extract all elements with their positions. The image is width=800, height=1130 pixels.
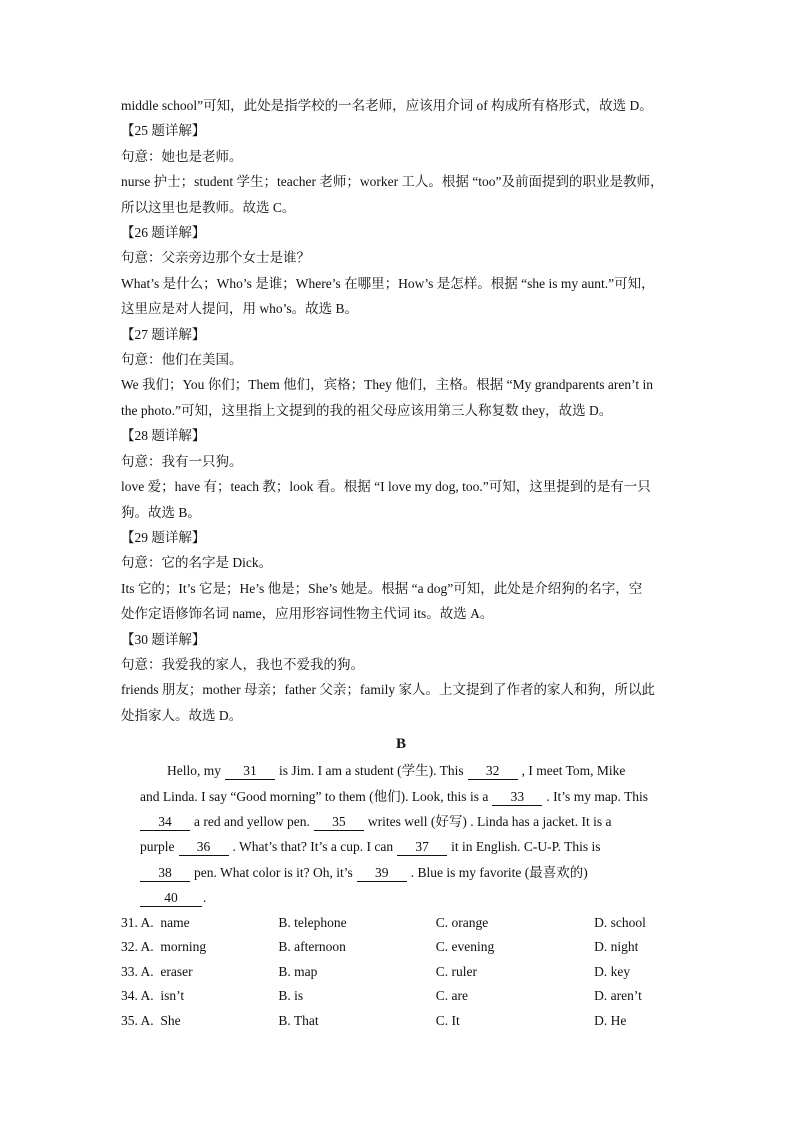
option-text: She xyxy=(160,1012,181,1028)
question-number: 34. A. xyxy=(121,988,154,1004)
passage-text: , I meet Tom, Mike xyxy=(521,763,626,779)
option-text: morning xyxy=(160,939,207,955)
passage-text: writes well (好写) . Linda has a jacket. It is a xyxy=(367,813,612,829)
text-line: 句意：她也是老师。 xyxy=(121,148,243,164)
text-line: 所以这里也是教师。故选 C。 xyxy=(121,199,296,215)
passage-text: . It’s my map. This xyxy=(546,788,649,804)
text-line: middle school”可知，此处是指学校的一名老师，应该用介词 of 构成所有格形式，故选 D。 xyxy=(121,98,653,113)
option-c: C. orange xyxy=(435,914,489,930)
question-number: 32. A. xyxy=(121,939,154,955)
question-heading: 【27 题详解】 xyxy=(121,326,206,342)
passage-text: . What’s that? It’s a cup. I can xyxy=(232,839,394,855)
question-heading: 【30 题详解】 xyxy=(121,631,206,647)
option-row xyxy=(121,1009,681,1034)
option-b: B. map xyxy=(278,963,318,979)
option-a xyxy=(121,911,278,936)
passage-line xyxy=(140,885,681,910)
passage-text: . xyxy=(203,890,207,906)
text-line: nurse 护士；student 学生；teacher 老师；worker 工人。根据 “too”及前面提到的职业是教师， xyxy=(121,174,664,190)
text-line: 这里应是对人提问，用 who’s。故选 B。 xyxy=(121,301,359,317)
option-row xyxy=(121,960,681,985)
blank-31: 31 xyxy=(225,763,275,780)
blank-38: 38 xyxy=(140,865,190,882)
text-line: 狗。故选 B。 xyxy=(121,504,201,520)
section-title: B xyxy=(395,736,406,753)
document-page xyxy=(121,93,681,1033)
passage-text: pen. What color is it? Oh, it’s xyxy=(194,864,353,880)
text-line: 句意：我爱我的家人，我也不爱我的狗。 xyxy=(121,656,364,672)
option-text: isn’t xyxy=(160,988,185,1004)
cloze-passage xyxy=(121,758,681,910)
question-heading: 【29 题详解】 xyxy=(121,529,206,545)
passage-line xyxy=(140,758,681,783)
option-d: D. key xyxy=(594,963,631,979)
option-text: name xyxy=(160,914,190,930)
passage-text: . Blue is my favorite (最喜欢的) xyxy=(410,864,588,880)
passage-text: Hello, my xyxy=(167,763,221,779)
question-heading: 【26 题详解】 xyxy=(121,225,206,241)
option-a xyxy=(121,984,278,1009)
option-c: C. are xyxy=(435,988,468,1004)
blank-32: 32 xyxy=(468,763,518,780)
text-line: the photo.”可知，这里指上文提到的我的祖父母应该用第三人称复数 they，故选 D。 xyxy=(121,402,613,418)
passage-line xyxy=(140,784,681,809)
question-heading: 【28 题详解】 xyxy=(121,428,206,444)
passage-line xyxy=(140,834,681,859)
options-list xyxy=(121,911,681,1034)
question-number: 35. A. xyxy=(121,1012,154,1028)
option-b: B. That xyxy=(278,1012,319,1028)
text-line: 句意：我有一只狗。 xyxy=(121,453,243,469)
text-line: 处指家人。故选 D。 xyxy=(121,707,243,723)
option-d: D. He xyxy=(594,1012,627,1028)
passage-text: it in English. C-U-P. This is xyxy=(451,839,601,855)
blank-35: 35 xyxy=(314,814,364,831)
option-a xyxy=(121,960,278,985)
question-number: 31. A. xyxy=(121,914,154,930)
text-line: friends 朋友；mother 母亲；father 父亲；family 家人。上文提到了作者的家人和狗，所以此 xyxy=(121,682,655,698)
text-line: What’s 是什么；Who’s 是谁；Where’s 在哪里；How’s 是怎样。根据 “she is my aunt.”可知， xyxy=(121,275,655,291)
text-line: 句意：他们在美国。 xyxy=(121,352,243,368)
passage-text: purple xyxy=(140,839,175,855)
text-line: We 我们；You 你们；Them 他们，宾格；They 他们，主格。根据 “My grandparents aren’t in xyxy=(121,377,653,393)
blank-39: 39 xyxy=(357,865,407,882)
option-row xyxy=(121,911,681,936)
option-b: B. telephone xyxy=(278,914,347,930)
question-number: 33. A. xyxy=(121,963,154,979)
question-heading: 【25 题详解】 xyxy=(121,123,206,139)
option-c: C. evening xyxy=(435,939,495,955)
option-row xyxy=(121,935,681,960)
blank-34: 34 xyxy=(140,814,190,831)
blank-36: 36 xyxy=(179,839,229,856)
blank-37: 37 xyxy=(397,839,447,856)
option-d: D. school xyxy=(594,914,646,930)
text-line: 处作定语修饰名词 name，应用形容词性物主代词 its。故选 A。 xyxy=(121,606,494,622)
passage-text: a red and yellow pen. xyxy=(194,813,310,829)
option-c: C. It xyxy=(435,1012,460,1028)
option-b: B. is xyxy=(278,988,304,1004)
passage-line xyxy=(140,860,681,885)
text-line: 句意：它的名字是 Dick。 xyxy=(121,555,273,571)
option-b: B. afternoon xyxy=(278,939,346,955)
option-d: D. night xyxy=(594,939,639,955)
passage-text: and Linda. I say “Good morning” to them (他们). Look, this is a xyxy=(140,788,489,804)
option-d: D. aren’t xyxy=(594,988,642,1004)
option-text: eraser xyxy=(160,963,193,979)
passage-line xyxy=(140,809,681,834)
text-line: 句意：父亲旁边那个女士是谁？ xyxy=(121,250,310,266)
blank-33: 33 xyxy=(492,789,542,806)
text-line: love 爱；have 有；teach 教；look 看。根据 “I love my dog, too.”可知，这里提到的是有一只 xyxy=(121,479,651,495)
option-a xyxy=(121,935,278,960)
passage-text: is Jim. I am a student (学生). This xyxy=(279,763,464,779)
option-row xyxy=(121,984,681,1009)
option-c: C. ruler xyxy=(435,963,477,979)
option-a xyxy=(121,1009,278,1034)
text-line: Its 它的；It’s 它是；He’s 他是；She’s 她是。根据 “a dog”可知，此处是介绍狗的名字，空 xyxy=(121,580,643,596)
blank-40: 40 xyxy=(140,890,202,907)
explanation-block xyxy=(121,93,681,728)
